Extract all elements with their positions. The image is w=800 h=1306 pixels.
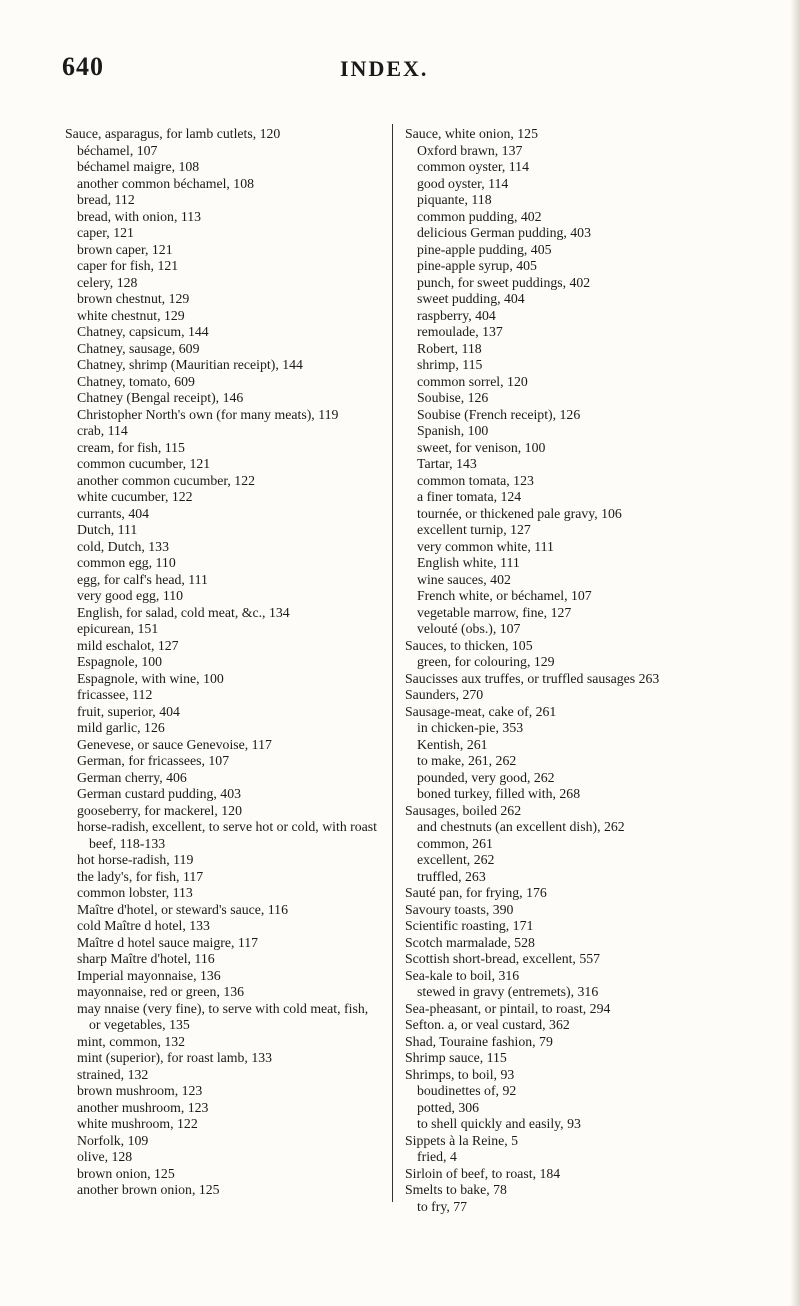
index-entry: excellent turnip, 127: [417, 522, 531, 537]
index-entry: Soubise, 126: [417, 390, 489, 405]
index-entry: olive, 128: [77, 1149, 133, 1164]
index-entry: Espagnole, 100: [77, 654, 163, 669]
index-entry: brown onion, 125: [77, 1165, 175, 1181]
index-entry: tournée, or thickened pale gravy, 106: [417, 505, 622, 521]
index-entry: English, for salad, cold meat, &c., 134: [77, 604, 290, 620]
index-entry: Christopher North's own (for many meats), 119: [77, 406, 339, 422]
index-entry: Sauté pan, for frying, 176: [405, 885, 547, 900]
column-divider: [392, 124, 393, 1202]
index-entry: mint, common, 132: [77, 1033, 186, 1049]
index-entry: bread, with onion, 113: [77, 208, 202, 224]
index-entry: béchamel maigre, 108: [77, 159, 200, 174]
index-entry: Sausages, boiled 262: [405, 802, 522, 818]
index-entry: Maître d'hotel, or steward's sauce, 116: [77, 901, 288, 917]
index-entry: mayonnaise, red or green, 136: [77, 984, 245, 999]
index-entry: the lady's, for fish, 117: [77, 868, 204, 884]
index-entry: Soubise (French receipt), 126: [417, 406, 581, 422]
index-entry: Genevese, or sauce Genevoise, 117: [77, 736, 272, 752]
index-entry: mint (superior), for roast lamb, 133: [77, 1050, 273, 1065]
index-entry: common oyster, 114: [417, 159, 529, 174]
index-entry: German custard pudding, 403: [77, 786, 241, 801]
index-entry: punch, for sweet puddings, 402: [417, 274, 591, 290]
index-entry: very common white, 111: [417, 538, 554, 554]
index-entry: Sirloin of beef, to roast, 184: [405, 1165, 561, 1181]
index-entry: Savoury toasts, 390: [405, 901, 514, 917]
index-entry: common lobster, 113: [77, 885, 193, 900]
index-entry: egg, for calf's head, 111: [77, 571, 208, 587]
index-entry: brown caper, 121: [77, 241, 173, 257]
index-entry: strained, 132: [77, 1066, 149, 1082]
index-entry: Smelts to bake, 78: [405, 1182, 507, 1197]
index-entry: Norfolk, 109: [77, 1132, 149, 1148]
index-entry: remoulade, 137: [417, 324, 503, 339]
index-entry: good oyster, 114: [417, 175, 509, 191]
index-entry: currants, 404: [77, 505, 150, 521]
index-entry: boudinettes of, 92: [417, 1083, 517, 1098]
index-entry: French white, or béchamel, 107: [417, 588, 592, 603]
index-entry: Chatney, capsicum, 144: [77, 324, 209, 339]
index-entry: a finer tomata, 124: [417, 489, 522, 504]
index-entry: piquante, 118: [417, 192, 492, 207]
page-title: INDEX.: [340, 56, 429, 81]
index-entry: mild eschalot, 127: [77, 637, 179, 653]
index-entry: brown mushroom, 123: [77, 1083, 203, 1098]
index-entry: Saucisses aux truffes, or truffled sausages 263: [405, 670, 660, 686]
index-entry: common egg, 110: [77, 555, 176, 570]
index-entry: potted, 306: [417, 1099, 480, 1115]
index-entry: to fry, 77: [417, 1198, 468, 1214]
index-entry: Chatney, shrimp (Mauritian receipt), 144: [77, 357, 303, 372]
index-entry: caper for fish, 121: [77, 258, 179, 273]
index-entry: raspberry, 404: [417, 307, 496, 323]
index-entry: velouté (obs.), 107: [417, 621, 521, 636]
page-number: 640: [62, 52, 104, 81]
index-entry: sweet pudding, 404: [417, 291, 525, 306]
index-entry: fricassee, 112: [77, 687, 153, 702]
index-entry: in chicken-pie, 353: [417, 720, 524, 735]
index-entry: white chestnut, 129: [77, 307, 185, 323]
index-entry: gooseberry, for mackerel, 120: [77, 802, 242, 818]
index-entry: Sea-kale to boil, 316: [405, 967, 520, 983]
index-entry: Maître d hotel sauce maigre, 117: [77, 934, 259, 950]
index-entry: another brown onion, 125: [77, 1182, 220, 1197]
index-entry: to make, 261, 262: [417, 753, 517, 768]
index-entry: Sauce, asparagus, for lamb cutlets, 120: [65, 126, 281, 141]
index-entry: Sauces, to thicken, 105: [405, 637, 533, 653]
index-entry: Shrimps, to boil, 93: [405, 1066, 515, 1082]
index-entry: Chatney, sausage, 609: [77, 340, 200, 356]
index-entry: Kentish, 261: [417, 736, 488, 752]
index-entry: Saunders, 270: [405, 687, 484, 702]
index-entry: shrimp, 115: [417, 357, 483, 372]
index-entry: green, for colouring, 129: [417, 654, 555, 669]
index-entry: to shell quickly and easily, 93: [417, 1116, 581, 1131]
index-entry: fried, 4: [417, 1149, 457, 1164]
index-entry: English white, 111: [417, 555, 520, 570]
index-entry: Sea-pheasant, or pintail, to roast, 294: [405, 1000, 611, 1016]
index-entry: brown chestnut, 129: [77, 291, 190, 306]
index-entry: common cucumber, 121: [77, 456, 211, 471]
index-entry: cold Maître d hotel, 133: [77, 918, 210, 933]
index-entry: Shrimp sauce, 115: [405, 1050, 507, 1065]
index-entry: béchamel, 107: [77, 142, 158, 158]
index-entry: Espagnole, with wine, 100: [77, 670, 224, 686]
index-entry: Chatney, tomato, 609: [77, 373, 195, 389]
index-entry: common sorrel, 120: [417, 373, 528, 389]
index-entry: mild garlic, 126: [77, 720, 165, 735]
index-entry: another common cucumber, 122: [77, 472, 255, 488]
index-entry: Imperial mayonnaise, 136: [77, 967, 221, 983]
index-entry: bread, 112: [77, 192, 135, 207]
index-entry: Sefton. a, or veal custard, 362: [405, 1017, 570, 1032]
page-edge-shadow: [790, 0, 800, 1306]
index-entry: epicurean, 151: [77, 621, 159, 636]
right-column: [405, 126, 765, 1215]
index-entry: vegetable marrow, fine, 127: [417, 604, 572, 620]
index-entry: and chestnuts (an excellent dish), 262: [417, 819, 625, 834]
index-entry: Shad, Touraine fashion, 79: [405, 1033, 553, 1049]
index-entry: excellent, 262: [417, 852, 495, 867]
index-entry: crab, 114: [77, 423, 128, 438]
index-entry: white cucumber, 122: [77, 489, 193, 504]
index-entry: very good egg, 110: [77, 588, 184, 603]
index-entry: white mushroom, 122: [77, 1116, 198, 1131]
index-entry: cream, for fish, 115: [77, 439, 185, 455]
index-entry: wine sauces, 402: [417, 571, 511, 587]
index-entry: Scotch marmalade, 528: [405, 934, 535, 950]
index-entry: horse-radish, excellent, to serve hot or cold, with roast beef, 118-133: [77, 819, 377, 851]
index-entry: boned turkey, filled with, 268: [417, 786, 581, 801]
index-entry: German cherry, 406: [77, 769, 187, 785]
left-column: [65, 126, 383, 1199]
index-entry: German, for fricassees, 107: [77, 753, 230, 768]
index-entry: may nnaise (very fine), to serve with cold meat, fish, or vegetables, 135: [77, 1000, 369, 1032]
index-entry: Sippets à la Reine, 5: [405, 1132, 519, 1148]
index-entry: Oxford brawn, 137: [417, 142, 523, 158]
index-entry: Robert, 118: [417, 340, 482, 356]
index-entry: Sauce, white onion, 125: [405, 126, 538, 141]
index-entry: sweet, for venison, 100: [417, 439, 546, 455]
index-entry: fruit, superior, 404: [77, 703, 180, 719]
index-entry: pounded, very good, 262: [417, 769, 555, 785]
index-entry: celery, 128: [77, 274, 138, 290]
index-entry: another mushroom, 123: [77, 1099, 209, 1115]
index-entry: cold, Dutch, 133: [77, 538, 169, 554]
index-entry: common pudding, 402: [417, 208, 542, 224]
index-entry: truffled, 263: [417, 868, 486, 884]
index-entry: hot horse-radish, 119: [77, 852, 194, 867]
index-entry: Scientific roasting, 171: [405, 918, 534, 933]
index-entry: stewed in gravy (entremets), 316: [417, 984, 599, 999]
index-entry: Dutch, 111: [77, 522, 138, 537]
index-entry: another common béchamel, 108: [77, 175, 255, 191]
index-entry: Tartar, 143: [417, 456, 477, 471]
index-entry: Scottish short-bread, excellent, 557: [405, 951, 601, 966]
index-entry: delicious German pudding, 403: [417, 225, 591, 240]
index-entry: Sausage-meat, cake of, 261: [405, 703, 557, 719]
index-entry: Chatney (Bengal receipt), 146: [77, 390, 244, 405]
index-entry: pine-apple pudding, 405: [417, 241, 552, 257]
index-entry: pine-apple syrup, 405: [417, 258, 537, 273]
index-entry: common, 261: [417, 835, 493, 851]
index-entry: Spanish, 100: [417, 423, 489, 438]
index-entry: caper, 121: [77, 225, 134, 240]
index-entry: common tomata, 123: [417, 472, 534, 488]
index-entry: sharp Maître d'hotel, 116: [77, 951, 215, 966]
